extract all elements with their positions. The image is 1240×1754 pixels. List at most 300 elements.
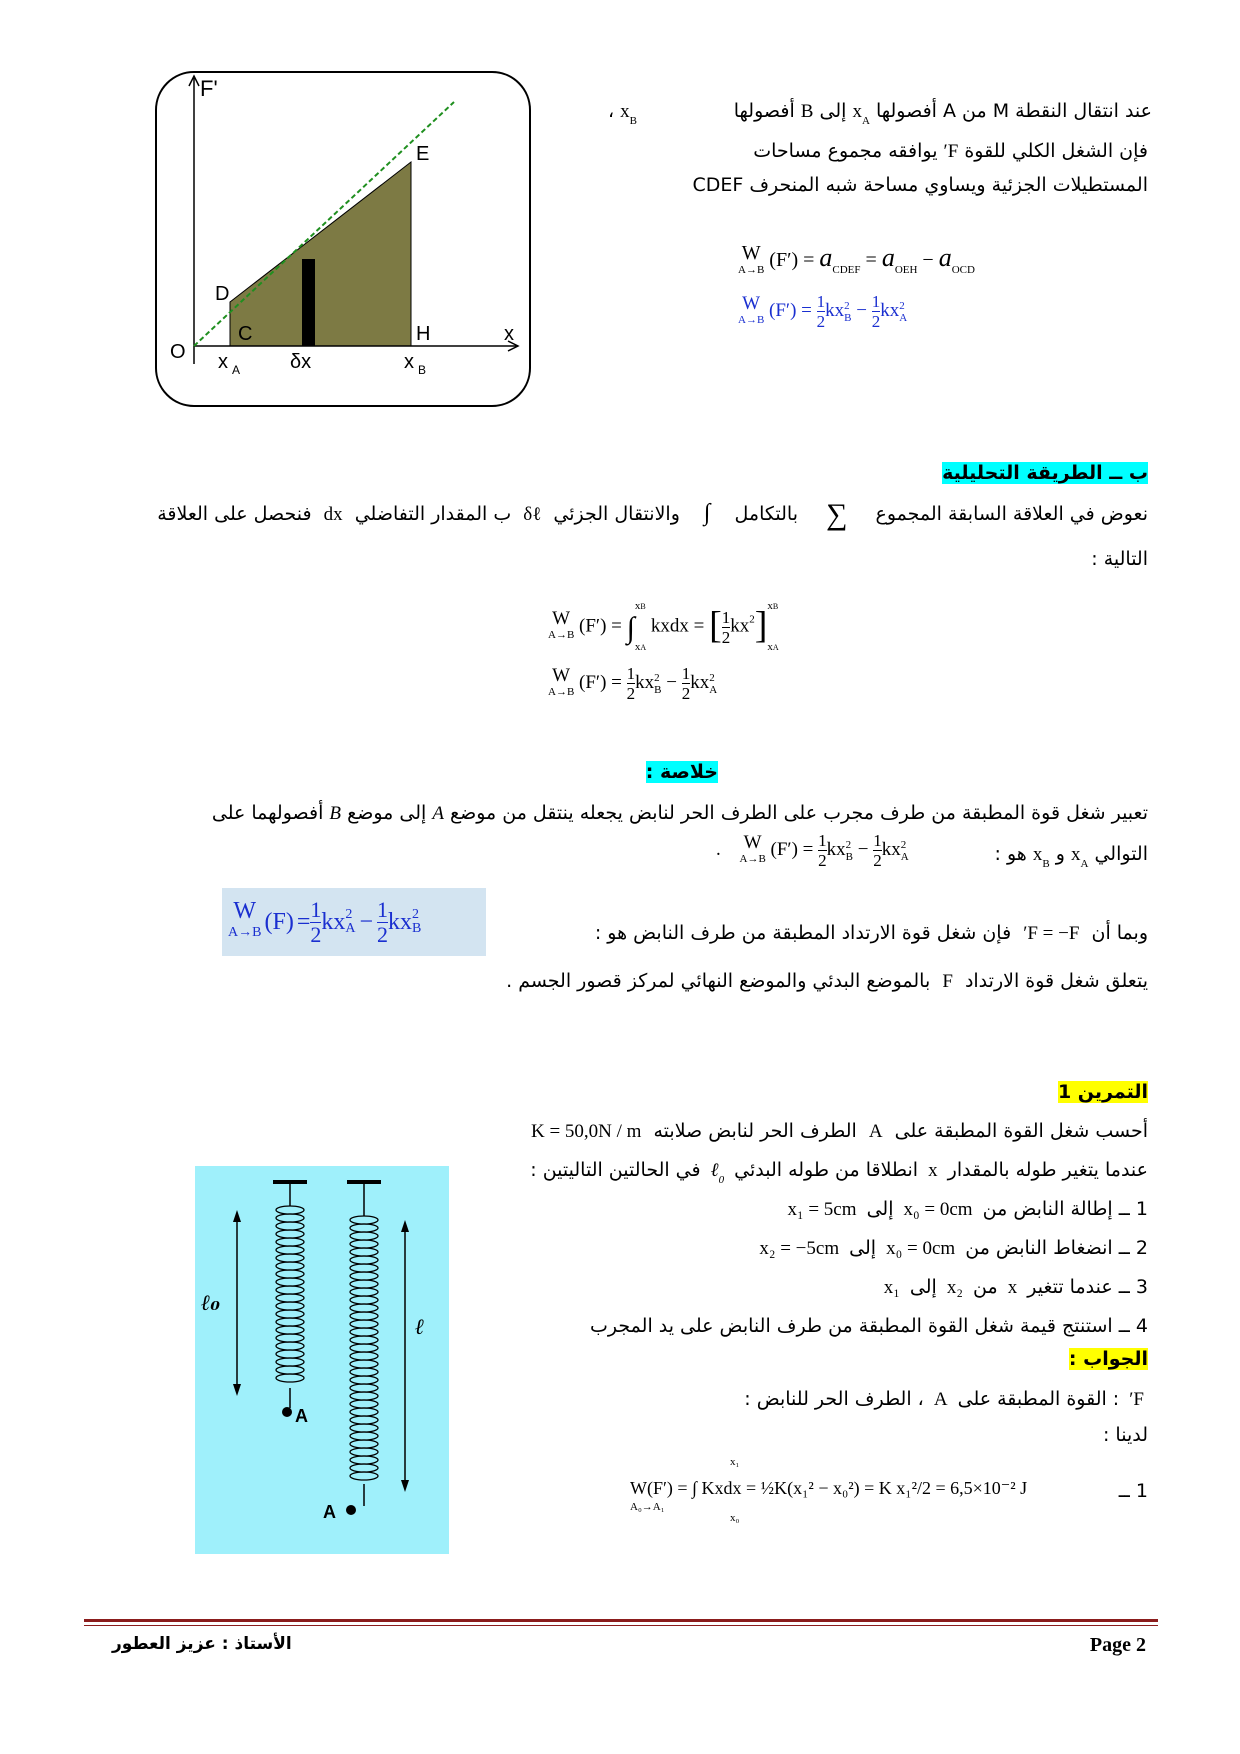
eq2-F: F′ — [775, 299, 791, 321]
eq3-frac — [722, 608, 731, 647]
left-spring-mass-A — [282, 1407, 292, 1417]
footer-page — [1090, 1634, 1146, 1657]
l0-arrow-top — [233, 1210, 241, 1222]
seq-B: B — [845, 850, 853, 863]
summary-B: B — [329, 803, 342, 824]
spring-coil-loop — [350, 1320, 378, 1328]
ans-text: : القوة المطبقة على — [957, 1388, 1120, 1410]
ex-q3-x1: x₁ — [883, 1277, 900, 1298]
spring-coil-loop — [350, 1432, 378, 1440]
eq1-a2: a — [881, 243, 895, 272]
label-x: x — [504, 323, 514, 345]
summary-A: A — [432, 803, 444, 824]
beq-paren: (F) — [264, 908, 294, 935]
ex-l1-K: K = 50,0N / m — [530, 1121, 642, 1142]
intro-xB-line — [537, 98, 637, 134]
spring-coil-loop — [350, 1288, 378, 1296]
eq2-kx2: kx — [880, 299, 900, 321]
beq-sq2: 2 — [412, 907, 420, 922]
eq3-F: F′ — [585, 615, 601, 637]
answer-l3-num — [1088, 1480, 1148, 1502]
eq4-A: A — [709, 683, 718, 696]
author-name: الأستاذ : عزيز العطور — [112, 1634, 292, 1654]
section-b-title — [848, 462, 1148, 484]
eq3-up2: x — [767, 600, 773, 612]
seq-exp1 — [846, 839, 853, 863]
equation-1: W A→B $(F') = a_{CDEF} = a_{OEH} - a_{OCD}$ — [738, 241, 975, 276]
beq-kx2: kx — [388, 908, 413, 935]
eq4-exp1 — [654, 672, 661, 696]
eq2-W — [738, 292, 765, 327]
spring-coil-loop — [276, 1326, 304, 1334]
ex-q2-a: 2 ــ انضغاط النابض من — [965, 1237, 1148, 1259]
eq1-a3: a — [938, 243, 952, 272]
spring-coil-loop — [276, 1238, 304, 1246]
eq3-bracket-l: [ — [709, 604, 722, 647]
summary-text-end: أفصولهما على — [211, 802, 324, 824]
intro-text-2: فإن الشغل الكلي للقوة — [964, 140, 1148, 162]
eq2-num1: 1 — [816, 292, 826, 311]
label-O: O — [170, 341, 186, 363]
spring-coil-loop — [350, 1280, 378, 1288]
answer-l1 — [448, 1386, 1148, 1413]
eq4-frac1 — [627, 664, 636, 703]
ex-q2-x2: x₂ = −5cm — [759, 1238, 840, 1259]
spring-coil-loop — [350, 1424, 378, 1432]
beq-A: A — [345, 921, 356, 936]
left-spring-coil — [276, 1206, 304, 1382]
ans-lim-up: x₁ — [730, 1456, 740, 1468]
summary-and: و — [1055, 843, 1065, 865]
ex-q4: 4 ــ استنتج قيمة شغل القوة المطبقة من طرف النابض على يد المجرب — [590, 1315, 1148, 1337]
ex-l2-l0 — [710, 1160, 725, 1186]
eq3-lo2: x — [767, 641, 773, 653]
intro-text-1c: أفصولها — [733, 100, 795, 122]
answer-eq — [630, 1478, 1027, 1499]
spring-coil-loop — [350, 1256, 378, 1264]
eq1-W-letter: W — [741, 241, 761, 264]
eq2-num2: 1 — [871, 292, 881, 311]
intro-text-1: عند انتقال النقطة M من A أفصولها — [875, 100, 1152, 122]
ex-q3-x2: x₂ — [946, 1277, 963, 1298]
exercise-title — [948, 1081, 1148, 1103]
right-A-label: A — [323, 1502, 336, 1522]
beq-den1: 2 — [310, 921, 322, 947]
footer-author — [112, 1634, 412, 1654]
xB-x: x — [620, 101, 630, 122]
tick-xA-sub: A — [232, 363, 241, 377]
xA-sub: A — [861, 115, 870, 127]
l0-arrow-bottom — [233, 1384, 241, 1396]
beq-sq1: 2 — [345, 907, 353, 922]
eq4-sq2: 2 — [709, 671, 715, 684]
eq4-W — [548, 664, 575, 699]
beq-frac1 — [310, 898, 321, 947]
label-F: F' — [200, 76, 218, 101]
spring-coil-loop — [276, 1374, 304, 1382]
spring-coil-loop — [276, 1254, 304, 1262]
beq-B: B — [412, 921, 422, 936]
spring-coil-loop — [350, 1456, 378, 1464]
spring-coil-loop — [276, 1286, 304, 1294]
eq4-num2: 1 — [681, 664, 691, 683]
s-xA-sub: A — [1080, 858, 1089, 870]
spring-coil-loop — [276, 1230, 304, 1238]
tick-dx: δx — [290, 351, 312, 373]
eq3-up: x — [634, 600, 641, 612]
spring-coil-loop — [350, 1440, 378, 1448]
summary-eq: . W A→B (F′) = $\frac{1}{2}$ kx2 B − $\frac{1}{2}$ kx2 A — [716, 831, 909, 870]
beq-den2: 2 — [377, 921, 389, 947]
delta-l: δℓ — [523, 504, 542, 525]
eq3-W — [548, 608, 575, 642]
label-E: E — [416, 143, 430, 165]
s-xB-x: x — [1032, 844, 1043, 865]
intro-text-3: المستطيلات الجزئية ويساوي مساحة شبه المنحرف CDEF — [692, 174, 1148, 196]
s-xA-x: x — [1070, 844, 1081, 865]
spring-coil-loop — [350, 1264, 378, 1272]
answer-heading: الجواب : — [1068, 1348, 1148, 1370]
beq-kx1: kx — [321, 908, 346, 935]
eq2-den2: 2 — [871, 312, 881, 331]
springs-illustration — [195, 1166, 449, 1554]
eq3-sq: 2 — [749, 613, 755, 626]
ex-l1-a: أحسب شغل القوة المطبقة على — [894, 1120, 1148, 1142]
ex-l1-A: A — [868, 1121, 883, 1142]
beq-W-letter: W — [233, 898, 257, 924]
ex-q2-x0: x₀ = 0cm — [886, 1238, 956, 1259]
summary-text-4a: يتعلق شغل قوة الارتداد — [964, 970, 1148, 992]
seq-sq2: 2 — [900, 838, 907, 851]
eq3-bracket-r: ] — [754, 604, 768, 647]
ans-ladayna: لدينا : — [1102, 1424, 1148, 1446]
section-b-para — [88, 498, 1148, 531]
eq1-oeh: OEH — [894, 264, 918, 276]
intro-text-2b: يوافقه مجموع مساحات — [753, 140, 938, 162]
sb-text-c: والانتقال الجزئي — [553, 503, 680, 525]
eq4-den2: 2 — [681, 684, 691, 703]
eq2-frac2 — [872, 292, 881, 331]
tick-xB-sub: B — [418, 363, 427, 377]
eq2-sq2: 2 — [899, 299, 905, 312]
eq3-limits — [635, 596, 646, 658]
seq-num1: 1 — [818, 831, 827, 850]
ans-end: ، الطرف الحر للنابض : — [744, 1388, 924, 1410]
sb-text-e: فنحصل على العلاقة — [157, 503, 312, 525]
ex-l2-x: x — [928, 1160, 938, 1181]
ans-num-1: 1 ــ — [1118, 1480, 1148, 1502]
sb-text-d: ب المقدار التفاضلي — [354, 503, 512, 525]
summary-xB — [1032, 844, 1050, 870]
summary-text-2a: التوالي — [1094, 843, 1148, 865]
eq3-lo2-sub: A — [772, 643, 779, 652]
eq1-AB: A→B — [738, 263, 765, 276]
spring-coil-loop — [350, 1224, 378, 1232]
ans-eq-sub: A₀→A₁ — [630, 1501, 665, 1513]
eq2-AB: A→B — [738, 313, 765, 326]
eq2-den1: 2 — [816, 312, 826, 331]
summary-xA — [1070, 844, 1089, 870]
xB-sub: B — [629, 115, 637, 127]
section-b-para-2 — [848, 548, 1148, 570]
spring-coil-loop — [350, 1376, 378, 1384]
spring-coil-loop — [350, 1312, 378, 1320]
eq4-num1: 1 — [626, 664, 636, 683]
seq-AB: A→B — [739, 852, 766, 865]
seq-num2: 1 — [873, 831, 882, 850]
exercise-q4 — [448, 1313, 1148, 1339]
l-arrow-top — [401, 1220, 409, 1232]
l0-label: ℓ₀ — [201, 1290, 221, 1316]
seq-F: F′ — [776, 838, 792, 860]
summary-p3 — [508, 920, 1148, 947]
eq4-frac2 — [682, 664, 691, 703]
spring-coil-loop — [276, 1206, 304, 1214]
tick-xA: x — [218, 351, 228, 373]
eq3-lo-sub: A — [640, 643, 647, 652]
eq4-exp2 — [709, 672, 717, 696]
ans-eq-text: W(F′) = ∫ Kxdx = ½K(x₁² − x₀²) = K x₁²/2 = 6,5×10⁻² J — [630, 1478, 1028, 1498]
beq-exp2 — [412, 908, 421, 936]
spring-coil-loop — [276, 1270, 304, 1278]
equation-2: W A→B (F′) = $\frac{1}{2}$ kx2 B − $\frac{1}{2}$ kx2 A — [738, 292, 908, 331]
equation-4: W A→B (F′) = $\frac{1}{2}$ kx2 B − $\frac{1}{2}$ kx2 A — [548, 664, 718, 703]
eq3-W-letter: W — [552, 608, 571, 629]
spring-coil-loop — [350, 1328, 378, 1336]
spring-coil-loop — [276, 1246, 304, 1254]
exercise-l2 — [448, 1157, 1148, 1193]
spring-coil-loop — [350, 1472, 378, 1480]
eq2-sq1: 2 — [844, 299, 850, 312]
spring-coil-loop — [276, 1294, 304, 1302]
spring-coil-loop — [350, 1360, 378, 1368]
ex-l2-b: انطلاقا من طوله البدئي — [734, 1159, 919, 1181]
boxed-equation: W A→B (F) = $\frac{1}{2}$ kx 2 A − $\frac{1}{2}$ kx 2 B — [222, 888, 486, 956]
seq-exp2 — [901, 839, 909, 863]
right-spring-mass-A — [346, 1505, 356, 1515]
xA-x: x — [852, 101, 862, 122]
spring-coil-loop — [276, 1310, 304, 1318]
left-A-label: A — [295, 1406, 308, 1426]
exercise-q1 — [448, 1196, 1148, 1223]
ex-l0: ℓ — [710, 1160, 719, 1181]
summary-is: هو : — [994, 843, 1027, 865]
eq4-sq1: 2 — [654, 671, 660, 684]
spring-coil-loop — [276, 1366, 304, 1374]
spring-coil-loop — [350, 1240, 378, 1248]
answer-eq-lim-lo — [730, 1512, 739, 1524]
ex-q2-to: إلى — [849, 1237, 877, 1259]
spring-coil-loop — [276, 1350, 304, 1358]
eq4-F: F′ — [585, 671, 601, 693]
l-arrow-bottom — [401, 1480, 409, 1492]
spring-coil-loop — [350, 1368, 378, 1376]
eq3-up2-sub: B — [772, 602, 779, 611]
exercise-heading: التمرين 1 — [1057, 1081, 1148, 1103]
summary-heading: خلاصة : — [645, 761, 718, 783]
seq-frac1 — [818, 831, 827, 870]
summary-text-3b: فإن شغل قوة الارتداد المطبقة من طرف النابض هو : — [594, 922, 1012, 944]
summary-F: F — [942, 971, 953, 992]
spring-coil-loop — [350, 1400, 378, 1408]
eq2-A: A — [899, 311, 908, 324]
summary-relation: F = −F′ — [1023, 923, 1080, 944]
ex-l0-sub: 0 — [718, 1174, 725, 1186]
answer-eq-sub — [630, 1501, 665, 1513]
sum-symbol: ∑ — [826, 498, 848, 531]
beq-W — [228, 898, 262, 942]
spring-coil-loop — [350, 1416, 378, 1424]
s-xB-sub: B — [1042, 858, 1050, 870]
eq3-up-sub: B — [640, 602, 646, 611]
eq2-frac1 — [817, 292, 826, 331]
integral-symbol: ∫ — [703, 500, 711, 526]
spring-coil-loop — [350, 1344, 378, 1352]
eq2-kx1: kx — [825, 299, 845, 321]
seq-sq1: 2 — [845, 838, 852, 851]
seq-den2: 2 — [873, 851, 882, 870]
eq1-ocd: OCD — [951, 264, 975, 276]
eq2-B: B — [844, 311, 852, 324]
ans-A: A — [933, 1389, 948, 1410]
seq-A: A — [900, 850, 909, 863]
spring-coil-loop — [350, 1296, 378, 1304]
answer-title — [948, 1348, 1148, 1370]
seq-W — [739, 831, 766, 866]
spring-coil-loop — [350, 1464, 378, 1472]
ex-l2-c: في الحالتين التاليتين : — [530, 1159, 701, 1181]
eq4-den1: 2 — [626, 684, 636, 703]
exercise-q2 — [448, 1235, 1148, 1262]
ex-q3-from: من — [973, 1276, 998, 1298]
spring-coil-loop — [350, 1448, 378, 1456]
spring-coil-loop — [276, 1334, 304, 1342]
intro-B: B — [800, 101, 814, 122]
spring-coil-loop — [276, 1318, 304, 1326]
label-D: D — [215, 283, 230, 305]
right-spring-coil — [350, 1216, 378, 1480]
beq-num2: 1 — [377, 896, 389, 922]
spring-coil-loop — [276, 1262, 304, 1270]
eq4-kx2: kx — [690, 671, 710, 693]
seq-kx1: kx — [826, 838, 846, 860]
eq4-W-letter: W — [552, 664, 571, 686]
ex-q3-x: x — [1007, 1277, 1018, 1298]
equation-3: W A→B (F′) = ∫xB xA kxdx = [ $\frac{1}{2}$ $kx^2]xB$ xA — [548, 596, 779, 658]
spring-coil-loop — [350, 1392, 378, 1400]
ex-q1-a: 1 ــ إطالة النابض من — [982, 1198, 1148, 1220]
answer-eq-lim-up — [730, 1456, 739, 1468]
springs-svg — [195, 1166, 449, 1554]
summary-p4 — [348, 968, 1148, 995]
spring-coil-loop — [350, 1336, 378, 1344]
sb-text-a: نعوض في العلاقة السابقة المجموع — [875, 503, 1148, 525]
eq3-AB: A→B — [548, 629, 575, 641]
eq1-F: F′ — [775, 249, 792, 271]
intro-xA — [852, 101, 870, 127]
beq-AB: A→B — [228, 925, 262, 940]
tick-xB: x — [404, 351, 414, 373]
force-graph — [148, 64, 538, 414]
section-b-heading: ب ــ الطريقة التحليلية — [942, 462, 1148, 484]
intro-line-2 — [628, 138, 1148, 165]
eq3-expr: kxdx — [650, 615, 689, 637]
spring-coil-loop — [350, 1304, 378, 1312]
ans-lim-lo: x₀ — [730, 1512, 740, 1524]
ans-F: F′ — [1129, 1389, 1144, 1410]
eq3-lo: x — [634, 641, 641, 653]
eq3-limits2 — [767, 596, 778, 658]
spring-coil-loop — [350, 1408, 378, 1416]
eq1-a1: a — [819, 243, 833, 272]
ex-l2-a: عندما يتغير طوله بالمقدار — [947, 1159, 1148, 1181]
l-label: ℓ — [415, 1314, 425, 1340]
ex-q1-x1: x₁ = 5cm — [787, 1199, 857, 1220]
ex-q1-to: إلى — [866, 1198, 894, 1220]
summary-text-1: تعبير شغل قوة المطبقة من طرف مجرب على الطرف الحر لنابض يجعله ينتقل من موضع — [449, 802, 1148, 824]
eq1-cdef: CDEF — [832, 264, 861, 276]
footer-rule-thick — [84, 1619, 1158, 1622]
seq-frac2 — [873, 831, 882, 870]
intro-xB — [620, 101, 637, 127]
eq4-AB: A→B — [548, 685, 575, 698]
intro-comma: ، — [607, 100, 615, 122]
ex-q1-x0: x₀ = 0cm — [903, 1199, 973, 1220]
spring-coil-loop — [276, 1358, 304, 1366]
summary-p1 — [88, 800, 1148, 827]
summary-text-mid: إلى موضع — [347, 802, 427, 824]
ex-q3-to: إلى — [909, 1276, 937, 1298]
page-number: Page 2 — [1089, 1634, 1146, 1656]
intro-text-1b: إلى — [819, 100, 847, 122]
eq3-den: 2 — [721, 627, 731, 647]
spring-coil-loop — [276, 1278, 304, 1286]
label-H: H — [416, 323, 431, 345]
footer-rule-thin — [84, 1625, 1158, 1626]
answer-l2 — [948, 1424, 1148, 1446]
sb-text-b: بالتكامل — [734, 503, 798, 525]
beq-frac2 — [377, 898, 388, 947]
ex-l1-b: الطرف الحر لنابض صلابته — [653, 1120, 857, 1142]
beq-F: F — [272, 908, 286, 935]
beq-exp1 — [345, 908, 355, 936]
sb-text-2: التالية : — [1091, 548, 1148, 570]
exercise-q3 — [448, 1274, 1148, 1301]
eq3-num: 1 — [721, 607, 731, 627]
eq2-exp1 — [844, 300, 851, 324]
beq-minus: − — [359, 908, 374, 935]
eq1-W — [738, 241, 765, 277]
exercise-l1 — [448, 1118, 1148, 1145]
delta-x-strip — [302, 259, 315, 346]
ex-q3-a: 3 ــ عندما تتغير — [1027, 1276, 1148, 1298]
spring-coil-loop — [276, 1222, 304, 1230]
summary-dot: . — [716, 838, 721, 860]
spring-coil-loop — [276, 1214, 304, 1222]
eq4-kx1: kx — [635, 671, 655, 693]
spring-coil-loop — [350, 1352, 378, 1360]
intro-line-1 — [592, 98, 1152, 134]
label-C: C — [238, 323, 253, 345]
eq2-exp2 — [899, 300, 907, 324]
spring-coil-loop — [350, 1232, 378, 1240]
spring-coil-loop — [350, 1248, 378, 1256]
spring-coil-loop — [350, 1384, 378, 1392]
spring-coil-loop — [350, 1272, 378, 1280]
force-graph-svg — [148, 64, 538, 414]
spring-coil-loop — [276, 1342, 304, 1350]
eq4-B: B — [654, 683, 662, 696]
